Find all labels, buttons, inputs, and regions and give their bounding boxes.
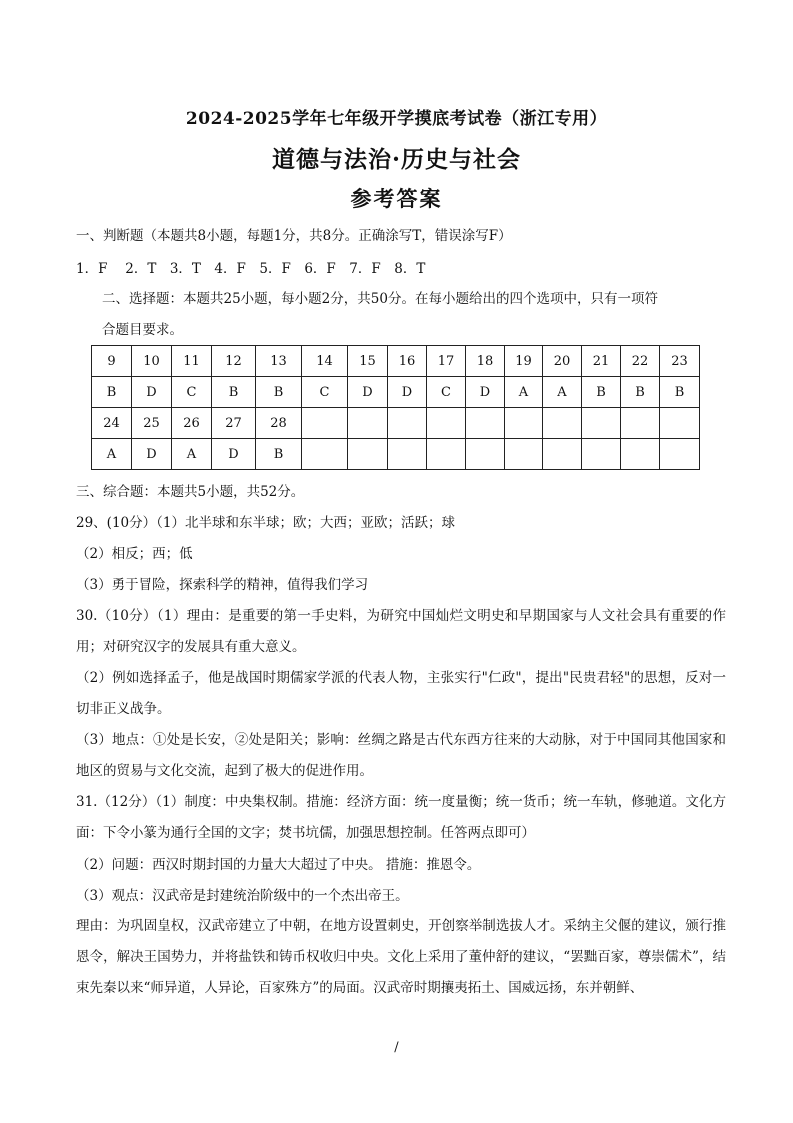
table-cell — [466, 408, 505, 439]
table-cell: A — [543, 377, 582, 408]
q30-part2: （2）例如选择孟子，他是战国时期儒家学派的代表人物，主张实行"仁政"，提出"民贵君轻"的思想，反对一切非正义战争。 — [76, 670, 726, 717]
table-cell: 28 — [256, 408, 302, 439]
q29-part2: （2）相反；西；低 — [76, 546, 193, 562]
table-cell — [543, 408, 582, 439]
table-cell — [302, 439, 348, 470]
table-cell: B — [212, 377, 256, 408]
table-cell — [427, 439, 466, 470]
table-cell: 16 — [388, 346, 427, 377]
table-cell: A — [92, 439, 132, 470]
table-cell — [388, 439, 427, 470]
table-row-answers-2 — [92, 439, 700, 470]
table-cell — [660, 439, 700, 470]
table-cell: B — [256, 377, 302, 408]
table-cell: 22 — [621, 346, 660, 377]
table-cell: B — [582, 377, 621, 408]
table-cell — [582, 439, 621, 470]
table-cell: D — [348, 377, 388, 408]
table-cell — [660, 408, 700, 439]
table-cell: 23 — [660, 346, 700, 377]
table-row-numbers-1 — [92, 346, 700, 377]
table-cell: 9 — [92, 346, 132, 377]
section2-heading-line2: 合题目要求。 — [102, 322, 183, 338]
table-cell: D — [212, 439, 256, 470]
table-cell: 13 — [256, 346, 302, 377]
table-cell — [505, 408, 543, 439]
table-cell: B — [660, 377, 700, 408]
table-cell — [466, 439, 505, 470]
table-cell: D — [466, 377, 505, 408]
q31-part2: （2）问题：西汉时期封国的力量大大超过了中央。 措施：推恩令。 — [76, 857, 481, 873]
table-cell: B — [92, 377, 132, 408]
table-cell: B — [621, 377, 660, 408]
q29-part3: （3）勇于冒险，探索科学的精神，值得我们学习 — [76, 577, 369, 593]
table-cell — [348, 408, 388, 439]
table-cell — [302, 408, 348, 439]
subject-title: 道德与法治·历史与社会 — [271, 146, 521, 173]
table-cell — [388, 408, 427, 439]
table-cell — [621, 408, 660, 439]
table-cell — [543, 439, 582, 470]
q30-part1: 30.（10分）（1）理由：是重要的第一手史料，为研究中国灿烂文明史和早期国家与人文社会具有重要的作用；对研究汉字的发展具有重大意义。 — [76, 608, 726, 655]
table-cell: 19 — [505, 346, 543, 377]
table-cell: A — [505, 377, 543, 408]
table-cell: D — [132, 439, 172, 470]
section1-heading: 一、判断题（本题共8小题，每题1分，共8分。正确涂写T，错误涂写F） — [76, 228, 512, 244]
table-cell — [427, 408, 466, 439]
table-cell: B — [256, 439, 302, 470]
choice-answer-table — [91, 345, 700, 470]
table-cell: 15 — [348, 346, 388, 377]
q31-reason: 理由：为巩固皇权，汉武帝建立了中朝，在地方设置刺史，开创察举制选拔人才。采纳主父偃的建议，颁行推恩令，解决王国势力，并将盐铁和铸币权收归中央。文化上采用了董仲舒的建议，“罢黜百家，尊崇儒术”，结束先秦以来“师异道，人异论，百家殊方”的局面。汉武帝时期攘夷拓土、国威远扬，东并朝鲜、 — [76, 918, 726, 996]
table-cell: 24 — [92, 408, 132, 439]
table-cell — [582, 408, 621, 439]
q31-part1: 31.（12分）（1）制度：中央集权制。措施：经济方面：统一度量衡；统一货币；统一车轨，修驰道。文化方面：下令小篆为通行全国的文字；焚书坑儒，加强思想控制。任答两点即可） — [76, 794, 726, 841]
table-cell — [505, 439, 543, 470]
doc-type-title: 参考答案 — [350, 186, 443, 211]
table-cell: 20 — [543, 346, 582, 377]
section2-heading-line1: 二、选择题：本题共25小题，每小题2分，共50分。在每小题给出的四个选项中，只有一项符 — [102, 291, 658, 307]
table-cell: 11 — [172, 346, 212, 377]
table-cell: A — [172, 439, 212, 470]
table-cell: C — [302, 377, 348, 408]
table-cell: C — [427, 377, 466, 408]
table-cell: 25 — [132, 408, 172, 439]
table-row-answers-1 — [92, 377, 700, 408]
q30-part3: （3）地点：①处是长安，②处是阳关；影响：丝绸之路是古代东西方往来的大动脉，对于中国同其他国家和地区的贸易与文化交流，起到了极大的促进作用。 — [76, 732, 726, 779]
table-cell: 14 — [302, 346, 348, 377]
table-row-numbers-2 — [92, 408, 700, 439]
table-cell: 21 — [582, 346, 621, 377]
q29-part1: 29、(10分）（1）北半球和东半球；欧；大西；亚欧；活跃；球 — [76, 515, 455, 531]
table-cell: 27 — [212, 408, 256, 439]
table-cell: 10 — [132, 346, 172, 377]
table-cell: 18 — [466, 346, 505, 377]
table-cell: D — [132, 377, 172, 408]
table-cell: C — [172, 377, 212, 408]
table-cell: 12 — [212, 346, 256, 377]
page-marker: / — [394, 1040, 399, 1055]
table-cell: 17 — [427, 346, 466, 377]
table-cell — [348, 439, 388, 470]
table-cell — [621, 439, 660, 470]
exam-title: 2024-2025学年七年级开学摸底考试卷（浙江专用） — [185, 109, 608, 129]
section3-heading: 三、综合题：本题共5小题，共52分。 — [76, 484, 305, 500]
table-cell: 26 — [172, 408, 212, 439]
section1-answers: 1．F 2．T 3．T 4．F 5．F 6．F 7．F 8．T — [76, 261, 426, 277]
q31-part3: （3）观点：汉武帝是封建统治阶级中的一个杰出帝王。 — [76, 888, 409, 904]
table-cell: D — [388, 377, 427, 408]
